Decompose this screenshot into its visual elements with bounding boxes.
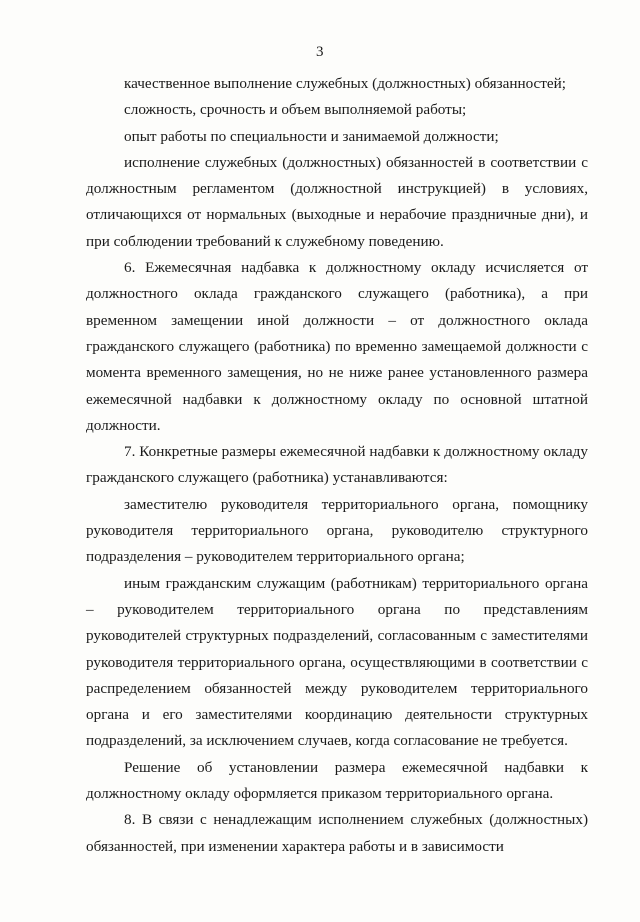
document-body	[86, 71, 588, 860]
paragraph: 7. Конкретные размеры ежемесячной надбавки к должностному окладу гражданского служащего (работника) устанавливаются:	[86, 443, 588, 487]
paragraph: 6. Ежемесячная надбавка к должностному окладу исчисляется от должностного оклада гражданского служащего (работника), а при временном замещении иной должности – от должностного оклада гражданского служащего (работника) по временно замещаемой должности с момента временного замещения, но не ниже ранее установленного размера ежемесячной надбавки к должностному окладу по основной штатной должности.	[86, 259, 588, 434]
paragraph: сложность, срочность и объем выполняемой работы;	[124, 101, 467, 119]
paragraph: заместителю руководителя территориального органа, помощнику руководителя территориального органа, руководителю структурного подразделения – руководителем территориального органа;	[86, 495, 588, 566]
paragraph: опыт работы по специальности и занимаемой должности;	[124, 127, 499, 145]
page-number: 3	[316, 44, 324, 60]
paragraph: 8. В связи с ненадлежащим исполнением служебных (должностных) обязанностей, при изменении характера работы и в зависимости	[86, 811, 588, 855]
paragraph: исполнение служебных (должностных) обязанностей в соответствии с должностным регламентом (должностной инструкцией) в условиях, отличающихся от нормальных (выходные и нерабочие праздничные дни), и при соблюдении требований к служебному поведению.	[86, 153, 588, 250]
paragraph: качественное выполнение служебных (должностных) обязанностей;	[124, 75, 567, 92]
paragraph: иным гражданским служащим (работникам) территориального органа – руководителем территориального органа по представлениям руководителей структурных подразделений, согласованным с заместителями руководителя территориального органа, осуществляющими в соответствии с распределением обязанностей между руководителем территориального органа и его заместителями координацию деятельности структурных подразделений, за исключением случаев, когда согласование не требуется.	[86, 574, 588, 750]
paragraph: Решение об установлении размера ежемесячной надбавки к должностному окладу оформляется приказом территориального органа.	[86, 758, 588, 803]
